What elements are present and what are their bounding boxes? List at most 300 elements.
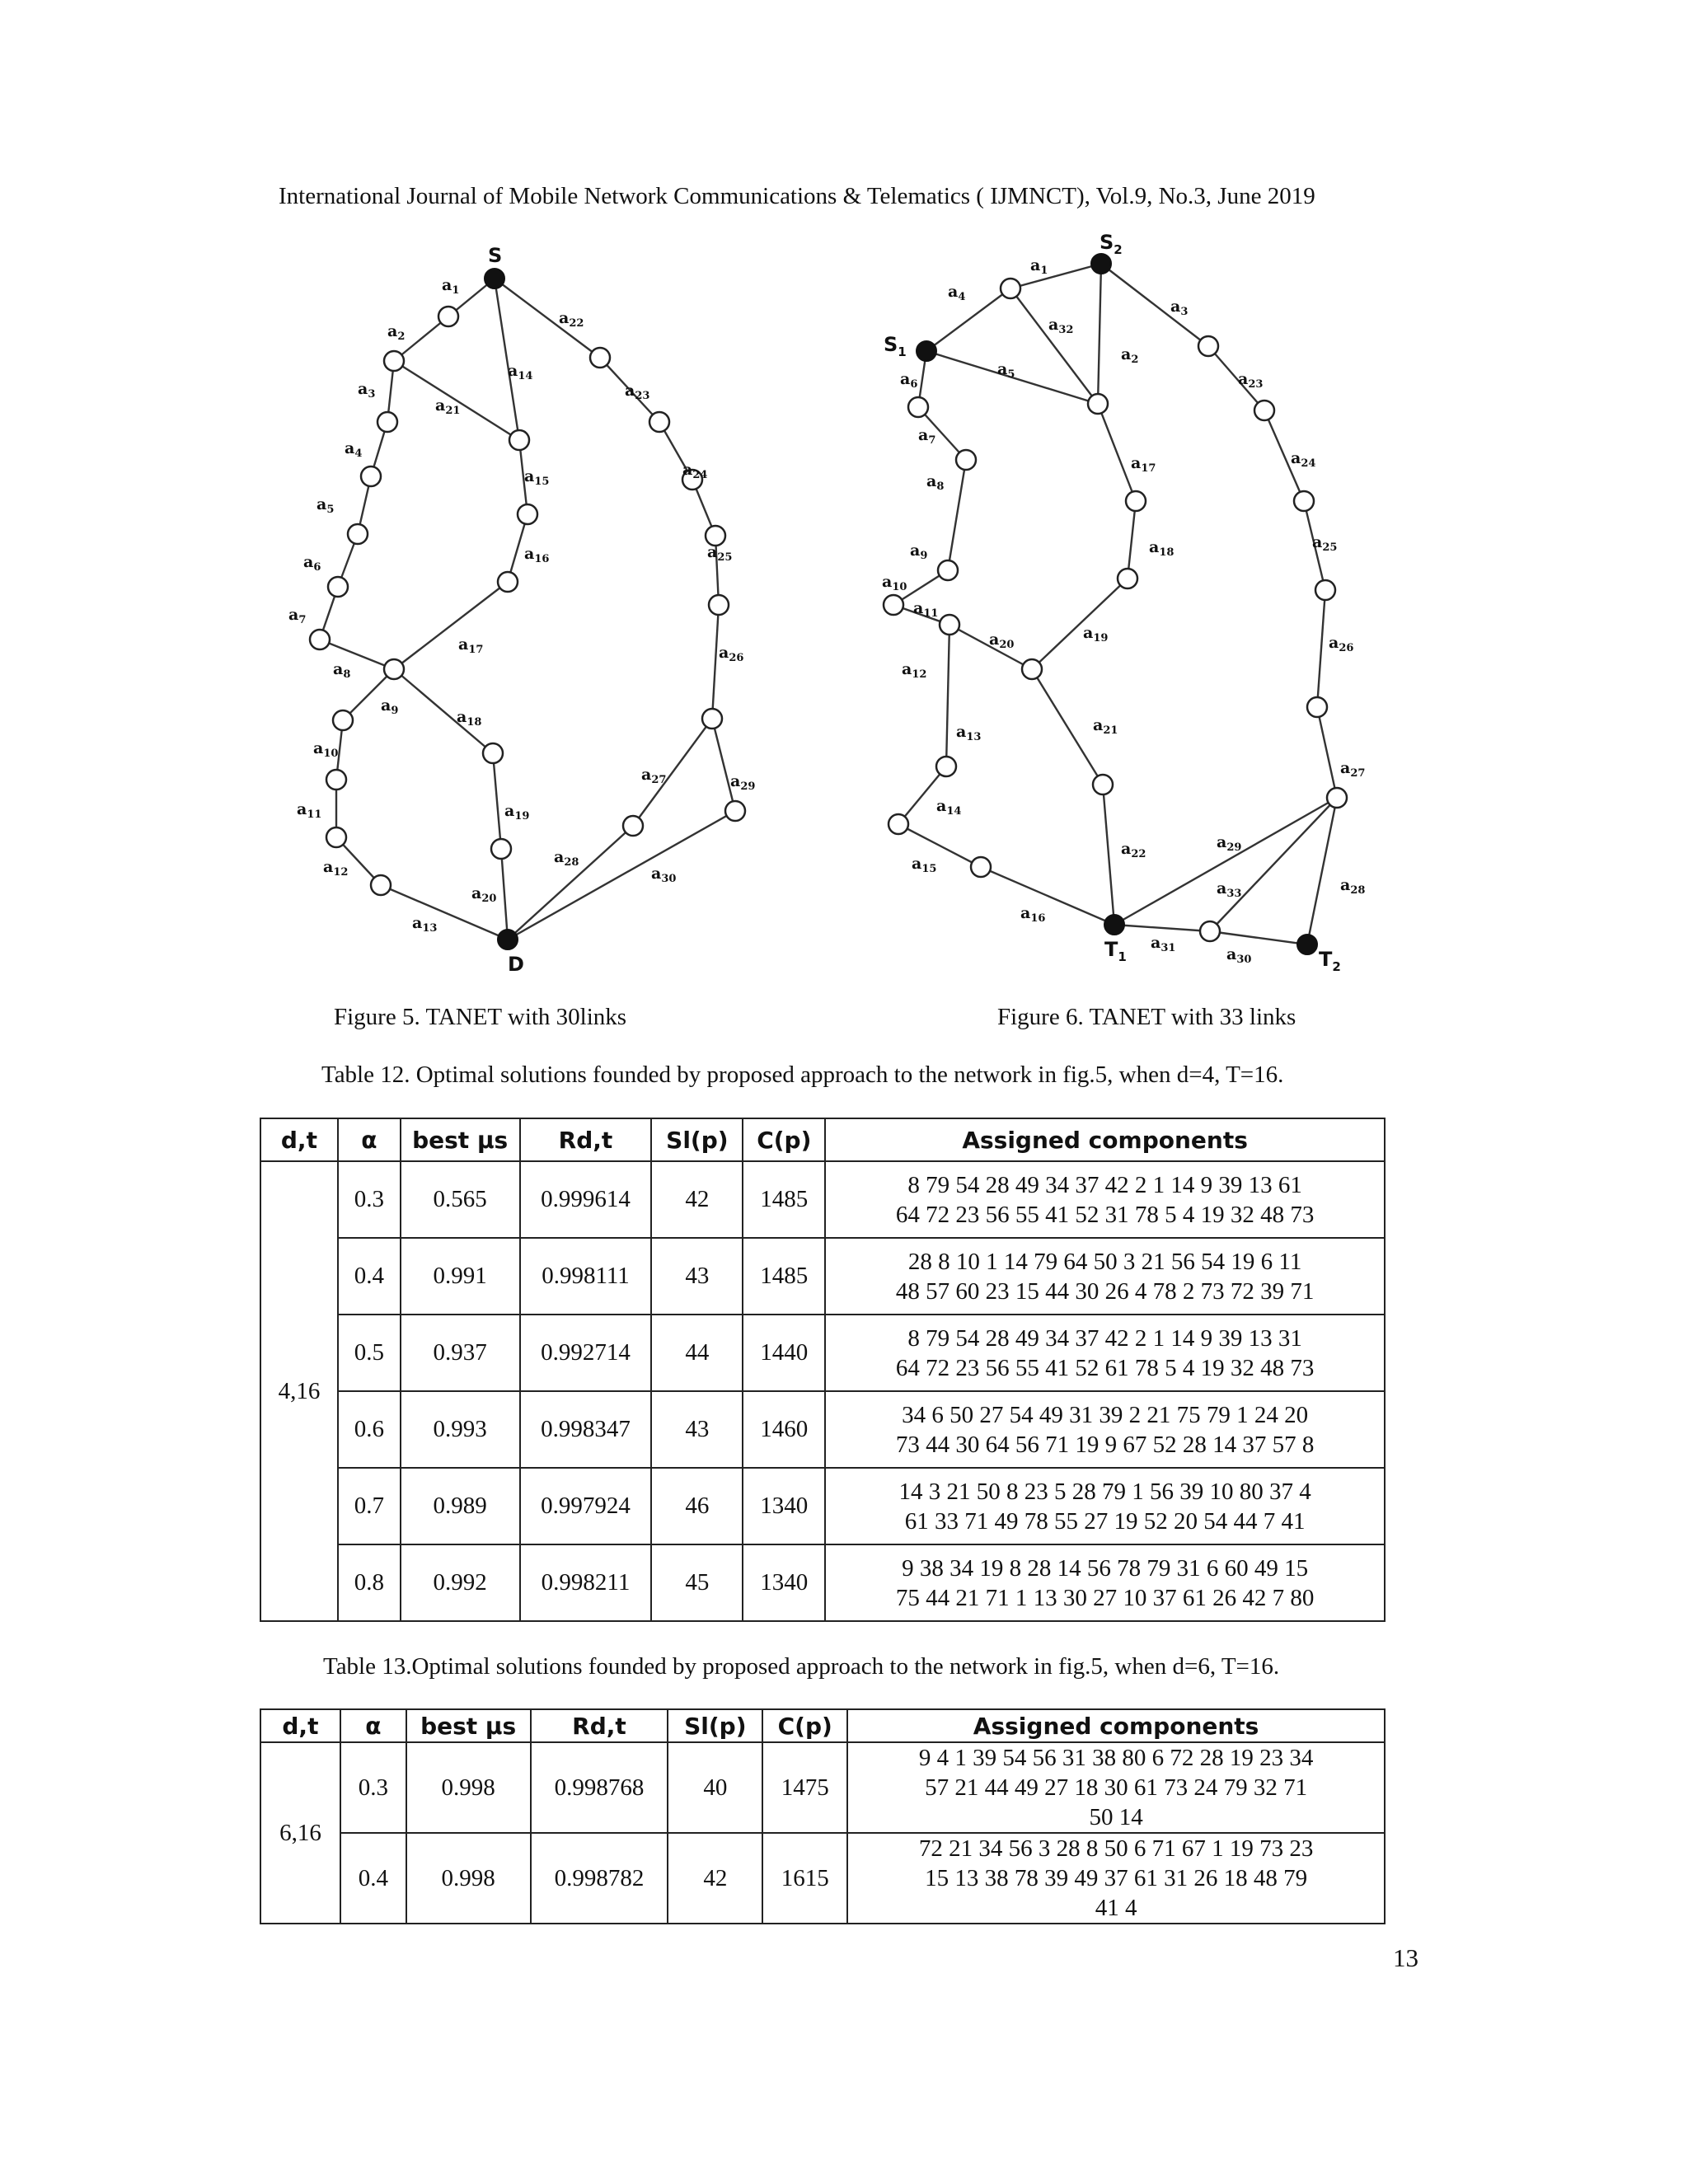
link-label-subscript: 14 [518, 370, 533, 382]
terminal-node [498, 930, 518, 949]
reliability-cell: 0.998782 [531, 1833, 668, 1924]
link-label: $a_{10}$ [313, 739, 339, 760]
link-label-subscript: 1 [452, 284, 460, 297]
link-label-subscript: 31 [1160, 942, 1176, 954]
best-mu-cell: 0.992 [401, 1544, 520, 1621]
node [384, 351, 404, 371]
edge [1098, 264, 1101, 404]
node [326, 827, 346, 847]
link-label-subscript: 29 [1226, 841, 1242, 854]
node [1093, 775, 1113, 794]
node [709, 595, 729, 615]
alpha-cell: 0.7 [338, 1468, 401, 1544]
cost-cell: 1615 [762, 1833, 847, 1924]
link-label: $a_{26}$ [719, 644, 744, 664]
terminal-node [1104, 915, 1124, 935]
sl-cell: 43 [651, 1238, 743, 1315]
sl-cell: 40 [668, 1742, 762, 1833]
node [590, 348, 610, 368]
alpha-cell: 0.3 [338, 1161, 401, 1238]
link-label-subscript: 12 [333, 866, 349, 879]
link-label: $a_{11}$ [913, 599, 939, 620]
link-label-subscript: 30 [661, 873, 677, 885]
edge [1317, 707, 1337, 798]
edge [948, 460, 966, 570]
col-header: Rd,t [531, 1709, 668, 1742]
link-label: $a_{12}$ [323, 858, 349, 879]
link-label-subscript: 6 [313, 561, 321, 574]
node [518, 504, 537, 524]
link-label-subscript: 16 [534, 553, 550, 565]
col-header: α [340, 1709, 406, 1742]
alpha-cell: 0.3 [340, 1742, 406, 1833]
link-label: $a_{31}$ [1151, 934, 1176, 954]
link-label-subscript: 8 [343, 668, 351, 681]
link-label-subscript: 9 [920, 550, 928, 562]
link-label: $a_{19}$ [1083, 624, 1109, 644]
alpha-cell: 0.4 [338, 1238, 401, 1315]
node [384, 659, 404, 679]
link-label: $a_{22}$ [559, 309, 584, 330]
edge [501, 849, 508, 940]
link-label-subscript: 9 [391, 705, 399, 717]
alpha-cell: 0.4 [340, 1833, 406, 1924]
link-label: $a_5$ [316, 495, 335, 516]
edge [898, 766, 946, 824]
link-label: $a_{30}$ [651, 865, 677, 885]
terminal-label: D [508, 953, 524, 972]
terminal-label: S [488, 244, 503, 267]
node [1307, 697, 1327, 717]
components-cell: 72 21 34 56 3 28 8 50 6 71 67 1 19 73 23 15 13 38 78 39 49 37 61 31 26 18 48 79 41 4 [847, 1833, 1385, 1924]
figure-5-caption: Figure 5. TANET with 30links [334, 1004, 627, 1030]
link-label: $a_{14}$ [508, 362, 533, 382]
cost-cell: 1460 [743, 1391, 825, 1468]
edge [493, 753, 501, 849]
table-row [260, 1315, 1385, 1391]
col-header: C(p) [762, 1709, 847, 1742]
link-label: $a_7$ [288, 606, 307, 626]
node [884, 595, 903, 615]
reliability-cell: 0.998347 [520, 1391, 652, 1468]
link-label: $a_{23}$ [1238, 370, 1264, 391]
node [971, 857, 991, 877]
components-cell: 9 38 34 19 8 28 14 56 78 79 31 6 60 49 15 75 44 21 71 1 13 30 27 10 37 61 26 42 7 80 [825, 1544, 1385, 1621]
terminal-label-subscript: 2 [1332, 959, 1341, 974]
link-label-subscript: 21 [445, 405, 461, 417]
link-label-subscript: 11 [923, 607, 939, 620]
link-label-subscript: 18 [1159, 546, 1175, 559]
table-row [260, 1742, 1385, 1833]
components-cell: 9 4 1 39 54 56 31 38 80 6 72 28 19 23 34 57 21 44 49 27 18 30 61 73 24 79 32 71 50 14 [847, 1742, 1385, 1833]
node [483, 743, 503, 763]
link-label-subscript: 11 [307, 808, 322, 821]
link-label: $a_{17}$ [1131, 454, 1156, 475]
link-label: $a_2$ [1121, 345, 1139, 366]
link-label-subscript: 21 [1103, 724, 1118, 737]
col-header: Rd,t [520, 1118, 652, 1161]
node [1327, 788, 1347, 808]
link-label: $a_{27}$ [1340, 759, 1366, 780]
node [377, 412, 397, 432]
reliability-cell: 0.997924 [520, 1468, 652, 1544]
link-label: $a_{16}$ [524, 545, 550, 565]
table-header-row [260, 1118, 1385, 1161]
link-label-subscript: 4 [354, 448, 363, 460]
edge [1010, 288, 1098, 404]
link-label-subscript: 5 [1007, 368, 1015, 381]
link-label: $a_{25}$ [707, 543, 733, 564]
table-13 [260, 1708, 1386, 1924]
node [498, 572, 518, 592]
table-12 [260, 1118, 1386, 1622]
link-label-subscript: 26 [729, 652, 744, 664]
node [328, 577, 348, 597]
edge [1101, 264, 1208, 346]
link-label-subscript: 10 [892, 581, 907, 593]
link-label: $a_{11}$ [297, 800, 322, 821]
link-label-subscript: 3 [1180, 306, 1189, 318]
link-label: $a_6$ [303, 553, 321, 574]
link-label: $a_{25}$ [1312, 533, 1338, 554]
components-cell: 8 79 54 28 49 34 37 42 2 1 14 9 39 13 61 64 72 23 56 55 41 52 31 78 5 4 19 32 48 73 [825, 1161, 1385, 1238]
link-label: $a_{20}$ [471, 884, 497, 905]
link-label-subscript: 30 [1236, 954, 1252, 966]
alpha-cell: 0.5 [338, 1315, 401, 1391]
terminal-label: $T_2$ [1319, 948, 1341, 974]
edge [712, 719, 735, 811]
link-label-subscript: 5 [326, 504, 335, 516]
cost-cell: 1475 [762, 1742, 847, 1833]
table-row [260, 1238, 1385, 1315]
link-label: $a_{28}$ [554, 848, 579, 869]
link-label-subscript: 19 [1093, 632, 1109, 644]
edge [1210, 798, 1337, 931]
figure-6-graph [865, 223, 1409, 981]
col-header: Assigned components [847, 1709, 1385, 1742]
best-mu-cell: 0.998 [406, 1833, 531, 1924]
link-label: $a_{18}$ [1149, 538, 1175, 559]
link-label-subscript: 20 [999, 639, 1015, 651]
edge [394, 669, 493, 753]
link-label: $a_{30}$ [1226, 945, 1252, 966]
figure-6 [865, 223, 1409, 981]
node [348, 524, 368, 544]
terminal-node [1297, 935, 1317, 954]
link-label: $a_{33}$ [1217, 879, 1242, 900]
link-label-subscript: 22 [569, 317, 584, 330]
link-label-subscript: 10 [323, 748, 339, 760]
node [702, 709, 722, 729]
link-label: $a_8$ [333, 660, 351, 681]
link-label-subscript: 2 [397, 330, 406, 343]
link-label-subscript: 1 [1040, 265, 1048, 277]
node [1088, 394, 1108, 414]
edge [1098, 404, 1136, 501]
terminal-node [1091, 254, 1111, 274]
sl-cell: 43 [651, 1391, 743, 1468]
edge [1103, 785, 1114, 925]
link-label: $a_{22}$ [1121, 840, 1146, 860]
link-label: $a_{28}$ [1340, 876, 1366, 897]
col-header: d,t [260, 1709, 340, 1742]
link-label-subscript: 17 [1141, 462, 1156, 475]
edge [1032, 579, 1128, 669]
node [509, 430, 529, 450]
link-label: $a_1$ [1030, 256, 1048, 277]
terminal-label: $S_1$ [884, 333, 907, 359]
link-label: $a_5$ [997, 360, 1015, 381]
edge [1317, 590, 1325, 707]
edge [508, 811, 735, 940]
components-cell: 8 79 54 28 49 34 37 42 2 1 14 9 39 13 31 64 72 23 56 55 41 52 61 78 5 4 19 32 48 73 [825, 1315, 1385, 1391]
link-label: $a_6$ [900, 370, 918, 391]
col-header: Sl(p) [651, 1118, 743, 1161]
table-header-row [260, 1709, 1385, 1742]
best-mu-cell: 0.989 [401, 1468, 520, 1544]
node [649, 412, 669, 432]
table-row [260, 1468, 1385, 1544]
col-header: Assigned components [825, 1118, 1385, 1161]
sl-cell: 44 [651, 1315, 743, 1391]
edge [495, 279, 600, 358]
group-cell: 4,16 [260, 1161, 338, 1621]
node [936, 757, 956, 776]
link-label-subscript: 15 [534, 476, 550, 488]
link-label-subscript: 8 [936, 480, 945, 493]
link-label: $a_3$ [358, 380, 376, 401]
node [491, 839, 511, 859]
link-label: $a_{24}$ [682, 461, 708, 481]
node [310, 630, 330, 649]
link-label-subscript: 13 [422, 922, 438, 935]
link-label-subscript: 25 [1322, 541, 1338, 554]
reliability-cell: 0.999614 [520, 1161, 652, 1238]
link-label: $a_{27}$ [641, 766, 667, 786]
node [1022, 659, 1042, 679]
table-row [260, 1833, 1385, 1924]
link-label-subscript: 26 [1339, 642, 1354, 654]
link-label: $a_{20}$ [989, 630, 1015, 651]
link-label-subscript: 24 [1301, 457, 1316, 470]
link-label-subscript: 28 [564, 856, 579, 869]
link-label: $a_{16}$ [1020, 904, 1046, 925]
link-label: $a_1$ [442, 276, 460, 297]
alpha-cell: 0.8 [338, 1544, 401, 1621]
node [908, 397, 928, 417]
edge [495, 279, 519, 440]
components-cell: 34 6 50 27 54 49 31 39 2 21 75 79 1 24 20 73 44 30 64 56 71 19 9 67 52 28 14 37 57 8 [825, 1391, 1385, 1468]
figure-5-graph [272, 231, 783, 972]
link-label: $a_9$ [381, 696, 399, 717]
components-cell: 28 8 10 1 14 79 64 50 3 21 56 54 19 6 11 48 57 60 23 15 44 30 26 4 78 2 73 72 39 71 [825, 1238, 1385, 1315]
link-label-subscript: 7 [298, 614, 307, 626]
best-mu-cell: 0.937 [401, 1315, 520, 1391]
table-row [260, 1161, 1385, 1238]
best-mu-cell: 0.565 [401, 1161, 520, 1238]
link-label-subscript: 22 [1131, 848, 1146, 860]
terminal-label-subscript: 2 [1114, 242, 1123, 257]
col-header: α [338, 1118, 401, 1161]
link-label: $a_{32}$ [1048, 316, 1074, 336]
link-label: $a_4$ [345, 439, 363, 460]
link-label: $a_{26}$ [1329, 634, 1354, 654]
reliability-cell: 0.998211 [520, 1544, 652, 1621]
col-header: C(p) [743, 1118, 825, 1161]
link-label: $a_8$ [926, 472, 945, 493]
cost-cell: 1440 [743, 1315, 825, 1391]
link-label-subscript: 13 [966, 731, 982, 743]
reliability-cell: 0.998111 [520, 1238, 652, 1315]
link-label-subscript: 14 [946, 805, 962, 818]
node [333, 710, 353, 730]
edge [926, 288, 1010, 351]
sl-cell: 46 [651, 1468, 743, 1544]
link-label-subscript: 19 [514, 810, 530, 823]
link-label-subscript: 27 [1350, 767, 1366, 780]
edge [981, 867, 1114, 925]
terminal-label-subscript: 1 [1118, 949, 1127, 964]
edge [898, 824, 981, 867]
node [361, 466, 381, 486]
node [371, 875, 391, 895]
node [889, 814, 908, 834]
sl-cell: 45 [651, 1544, 743, 1621]
link-label-subscript: 29 [740, 780, 756, 793]
link-label: $a_{14}$ [936, 797, 962, 818]
node [1001, 279, 1020, 298]
link-label: $a_4$ [948, 283, 966, 303]
running-header: International Journal of Mobile Network Communications & Telematics ( IJMNCT), Vol.9, No.3, June 2019 [279, 183, 1315, 209]
link-label: $a_{15}$ [524, 467, 550, 488]
terminal-label: $T_1$ [1104, 938, 1127, 964]
link-label-subscript: 33 [1226, 888, 1242, 900]
edge [508, 826, 633, 940]
link-label-subscript: 18 [467, 716, 482, 729]
terminal-label: $S_2$ [1100, 231, 1123, 257]
link-label-subscript: 12 [912, 668, 927, 681]
figure-5 [272, 231, 783, 972]
node [1315, 580, 1335, 600]
col-header: best μs [401, 1118, 520, 1161]
link-label: $a_{18}$ [457, 708, 482, 729]
link-label: $a_{17}$ [458, 635, 484, 656]
node [1118, 569, 1137, 588]
link-label-subscript: 17 [468, 644, 484, 656]
node [623, 816, 643, 836]
link-label-subscript: 23 [1248, 378, 1264, 391]
link-label: $a_{29}$ [730, 772, 756, 793]
node [1198, 336, 1218, 356]
best-mu-cell: 0.991 [401, 1238, 520, 1315]
link-label-subscript: 24 [692, 469, 708, 481]
link-label-subscript: 27 [651, 774, 667, 786]
edge [946, 625, 950, 766]
link-label-subscript: 7 [928, 434, 936, 447]
link-label: $a_{10}$ [882, 573, 907, 593]
link-label: $a_2$ [387, 322, 406, 343]
link-label-subscript: 2 [1131, 354, 1139, 366]
link-label-subscript: 15 [921, 863, 937, 875]
cost-cell: 1485 [743, 1161, 825, 1238]
table-row [260, 1391, 1385, 1468]
page-number: 13 [1393, 1943, 1418, 1972]
table-row [260, 1544, 1385, 1621]
reliability-cell: 0.992714 [520, 1315, 652, 1391]
node [326, 770, 346, 790]
link-label-subscript: 20 [481, 893, 497, 905]
link-label: $a_{15}$ [912, 855, 937, 875]
col-header: d,t [260, 1118, 338, 1161]
link-label-subscript: 25 [717, 551, 733, 564]
link-label: $a_{19}$ [504, 802, 530, 823]
edge [1114, 798, 1337, 925]
link-label: $a_{24}$ [1291, 449, 1316, 470]
link-label: $a_{21}$ [435, 396, 461, 417]
node [1126, 491, 1146, 511]
link-label: $a_{29}$ [1217, 833, 1242, 854]
best-mu-cell: 0.998 [406, 1742, 531, 1833]
sl-cell: 42 [668, 1833, 762, 1924]
link-label-subscript: 6 [910, 378, 918, 391]
node [938, 560, 958, 580]
edge [394, 361, 519, 440]
sl-cell: 42 [651, 1161, 743, 1238]
link-label-subscript: 16 [1030, 912, 1046, 925]
node [438, 307, 458, 326]
edge [1114, 925, 1210, 931]
cost-cell: 1485 [743, 1238, 825, 1315]
link-label: $a_{13}$ [412, 914, 438, 935]
cost-cell: 1340 [743, 1468, 825, 1544]
cost-cell: 1340 [743, 1544, 825, 1621]
edge [1128, 501, 1136, 579]
edge [1010, 264, 1101, 288]
edge [394, 582, 508, 669]
terminal-node [485, 269, 504, 288]
alpha-cell: 0.6 [338, 1391, 401, 1468]
edge [320, 640, 394, 669]
node [940, 615, 959, 635]
col-header: Sl(p) [668, 1709, 762, 1742]
link-label: $a_{23}$ [625, 382, 650, 402]
terminal-label-subscript: 1 [898, 344, 907, 359]
node [1200, 921, 1220, 941]
edge [1307, 798, 1337, 944]
edge [1210, 931, 1307, 944]
table-13-caption: Table 13.Optimal solutions founded by proposed approach to the network in fig.5, when d=6, T=16. [323, 1653, 1280, 1680]
components-cell: 14 3 21 50 8 23 5 28 79 1 56 39 10 80 37 4 61 33 71 49 78 55 27 19 52 20 54 44 7 41 [825, 1468, 1385, 1544]
node [956, 450, 976, 470]
link-label: $a_{12}$ [902, 660, 927, 681]
link-label: $a_7$ [918, 426, 936, 447]
best-mu-cell: 0.993 [401, 1391, 520, 1468]
terminal-node [917, 341, 936, 361]
group-cell: 6,16 [260, 1742, 340, 1924]
reliability-cell: 0.998768 [531, 1742, 668, 1833]
link-label-subscript: 23 [635, 390, 650, 402]
link-label: $a_9$ [910, 541, 928, 562]
node [1254, 401, 1274, 420]
edge [712, 605, 719, 719]
link-label-subscript: 4 [958, 291, 966, 303]
link-label: $a_{13}$ [956, 723, 982, 743]
link-label-subscript: 32 [1058, 324, 1074, 336]
node [1294, 491, 1314, 511]
figure-6-caption: Figure 6. TANET with 33 links [997, 1004, 1296, 1030]
node [725, 801, 745, 821]
link-label: $a_{21}$ [1093, 716, 1118, 737]
